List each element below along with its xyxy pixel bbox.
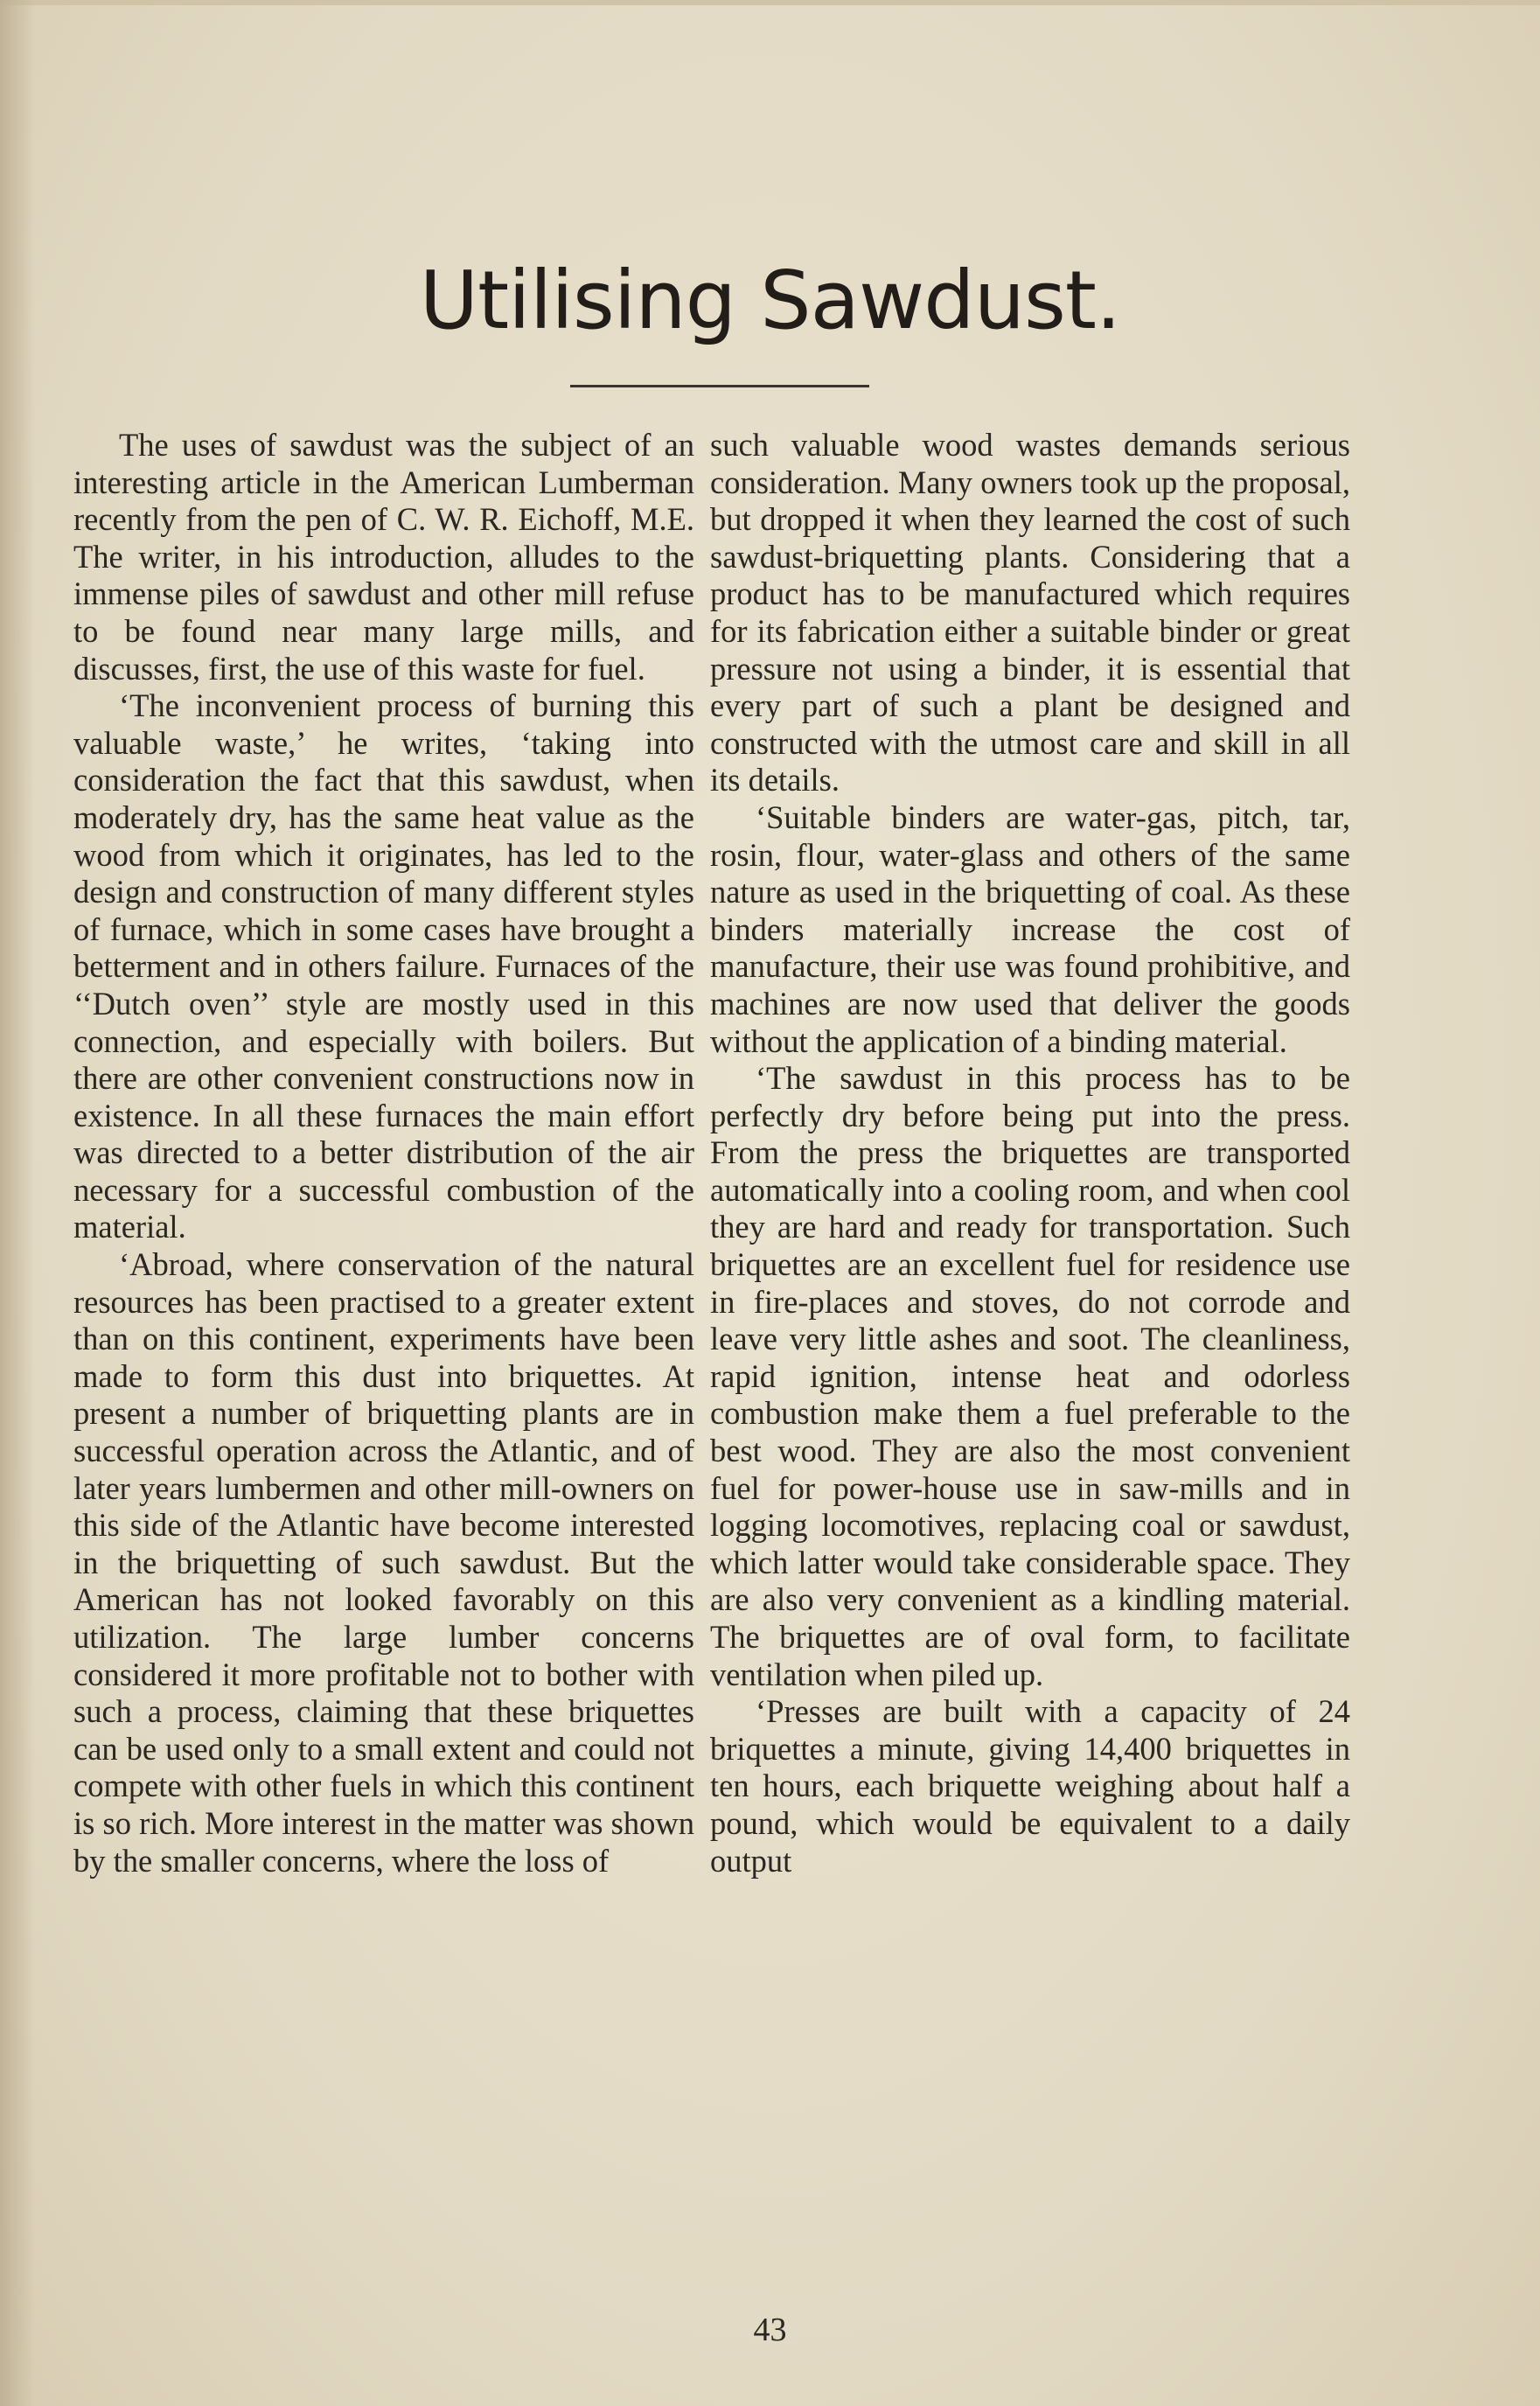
article-title: Utilising Sawdust. bbox=[419, 254, 1121, 347]
paragraph: ‘The inconvenient process of burning this valuable waste,’ he writes, ‘taking into consideration the fact that this sawdust, when moderately dry, has the same heat value as the wood from which it originates, has led to the design and construction of many different styles of furnace, which in some cases have brought a betterment and in others failure. Furnaces of the ‘‘Dutch oven’’ style are mostly used in this connection, and especially with boilers. But there are other convenient constructions now in existence. In all these furnaces the main effort was directed to a better distribution of the air necessary for a successful combustion of the material. bbox=[73, 687, 694, 1245]
paragraph: ‘The sawdust in this process has to be perfectly dry before being put into the press. From the press the briquettes are transported automatically into a cooling room, and when cool they are hard and ready for transportation. Such briquettes are an excellent fuel for residence use in fire-places and stoves, do not corrode and leave very little ashes and soot. The cleanliness, rapid ignition, intense heat and odorless combustion make them a fuel preferable to the best wood. They are also the most convenient fuel for power-house use in saw-mills and in logging locomotives, replacing coal or sawdust, which latter would take considerable space. They are also very convenient as a kindling material. The briquettes are of oval form, to facilitate ventilation when piled up. bbox=[710, 1060, 1350, 1692]
paragraph: ‘Suitable binders are water-gas, pitch, tar, rosin, flour, water-glass and others of the same nature as used in the briquetting of coal. As these binders materially increase the cost of manufacture, their use was found prohibitive, and machines are now used that deliver the goods without the application of a binding material. bbox=[710, 799, 1350, 1059]
binding-shadow bbox=[0, 0, 35, 2406]
right-column bbox=[710, 427, 1350, 2298]
title-rule bbox=[570, 385, 869, 387]
top-edge bbox=[0, 0, 1540, 5]
page-number: 43 bbox=[753, 2312, 787, 2348]
paragraph: ‘Presses are built with a capacity of 24 briquettes a minute, giving 14,400 briquettes in ten hours, each briquette weighing about half a pound, which would be equivalent to a daily output bbox=[710, 1693, 1350, 1879]
paragraph: The uses of sawdust was the subject of an interesting article in the American Lumberman recently from the pen of C. W. R. Eichoff, M.E. The writer, in his introduction, alludes to the immense piles of sawdust and other mill refuse to be found near many large mills, and discusses, first, the use of this waste for fuel. bbox=[73, 427, 694, 687]
paragraph: ‘Abroad, where conservation of the natural resources has been practised to a greater extent than on this continent, experiments have been made to form this dust into briquettes. At present a number of briquetting plants are in successful operation across the Atlantic, and of later years lumbermen and other mill-owners on this side of the Atlantic have become interested in the briquetting of such sawdust. But the American has not looked favorably on this utilization. The large lumber concerns considered it more profitable not to bother with such a process, claiming that these briquettes can be used only to a small extent and could not compete with other fuels in which this continent is so rich. More interest in the matter was shown by the smaller concerns, where the loss of bbox=[73, 1246, 694, 1879]
paragraph: such valuable wood wastes demands serious consideration. Many owners took up the proposal, but dropped it when they learned the cost of such sawdust-briquetting plants. Considering that a product has to be manufactured which requires for its fabrication either a suitable binder or great pressure not using a binder, it is essential that every part of such a plant be designed and constructed with the utmost care and skill in all its details. bbox=[710, 427, 1350, 799]
left-column bbox=[73, 427, 694, 2298]
